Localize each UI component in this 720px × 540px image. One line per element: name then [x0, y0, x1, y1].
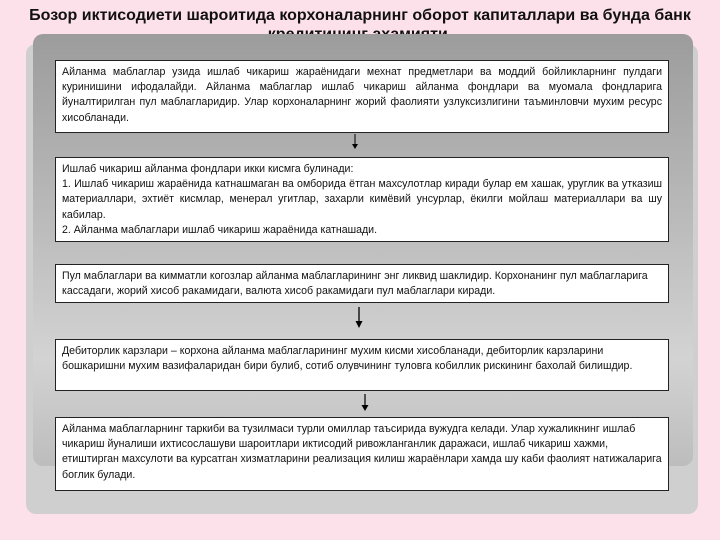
arrow-down-icon	[354, 307, 364, 329]
receivables-box	[55, 339, 669, 391]
structure-box	[55, 417, 669, 491]
cash-text: Пул маблаглари ва кимматли когозлар айланма маблагларининг энг ликвид шаклидир. Корхонанинг пул маблагларига кассадаги, жорий хисоб ракамидаги, валюта хисоб ракамидаги пул маблаглари киради.	[62, 270, 648, 298]
structure-text: Айланма маблагларнинг таркиби ва тузилмаси турли омиллар таъсирида вужудга келади. Улар хужаликнинг ишлаб чикариш йуналиши ихтисослашуви шароитлари иктисодий ривожланганлик даражаси, ишлаб чикариш хажми, етиштирган махсулоти ва курсатган хизматларини реализация килиш жараёнлари хамда шу каби фаолият натижаларига боглик булади.	[62, 423, 662, 481]
cash-box	[55, 264, 669, 303]
fund-parts-box	[55, 157, 669, 242]
definition-box	[55, 60, 669, 133]
fund-parts-item-1: 1. Ишлаб чикариш жараёнида катнашмаган ва омборида ётган махсулотлар киради булар ем хашак, уруглик ва утказиш материаллари, эхтиёт кисмлар, менерал угитлар, захарли кимёвий унсурлар, ёкилги мойлаш материаллари ва шу кабилар.	[62, 178, 662, 221]
fund-parts-heading: Ишлаб чикариш айланма фондлари икки кисмга булинади:	[62, 163, 354, 175]
receivables-text: Дебиторлик карзлари – корхона айланма маблагларининг мухим кисми хисобланади, дебиторлик карзларини бошкаришни мухим вазифаларидан бири булиб, сотиб олувчининг туловга кобиллик рискининг бахолай билишдир.	[62, 345, 633, 373]
slide-title: Бозор иктисодиети шароитида корхоналарнинг оборот капиталлари ва бунда банк	[29, 7, 691, 24]
arrow-down-icon	[350, 134, 360, 150]
arrow-down-icon	[360, 394, 370, 412]
definition-text: Айланма маблаглар узида ишлаб чикариш жараёнидаги мехнат предметлари ва моддий бойликларнинг пулдаги куринишини ифодалайди. Айланма маблаглар ишлаб чикариш айланма фондлари ва муомала фондларига йуналтирилган пул маблагларидир. Улар корхоналарнинг жорий фаолияти узлуксизлигини таъминловчи мухим ресурс хисобланади.	[62, 66, 662, 124]
fund-parts-item-2: 2. Айланма маблаглари ишлаб чикариш жараёнида катнашади.	[62, 223, 378, 236]
